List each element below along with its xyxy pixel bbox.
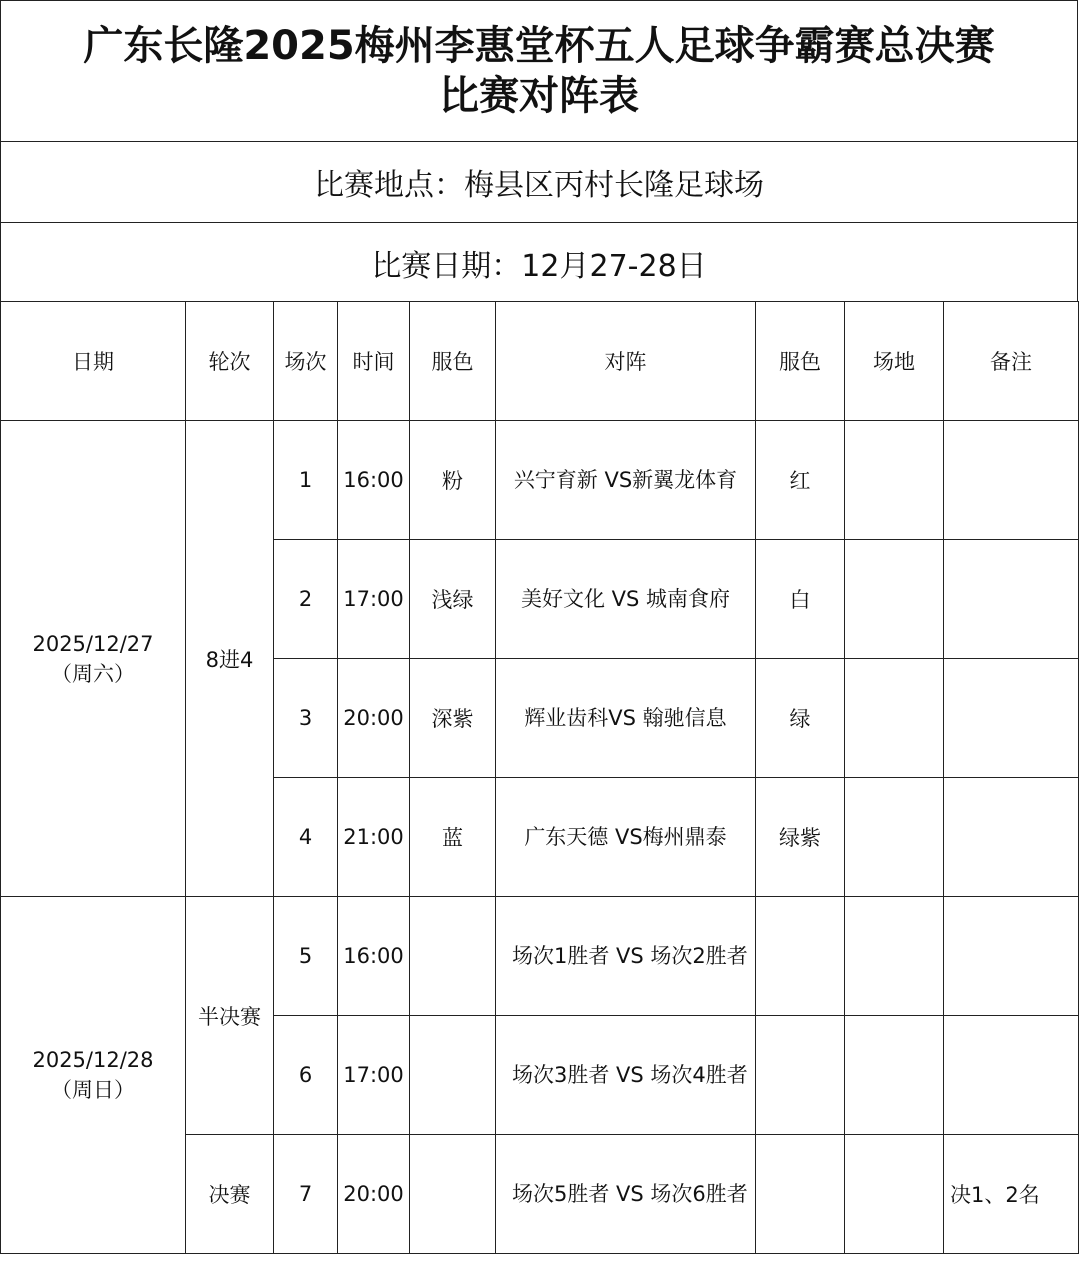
- header-color-a: 服色: [410, 302, 496, 421]
- match-time: 16:00: [338, 421, 410, 540]
- day-weekday: （周六）: [51, 661, 135, 686]
- jersey-color-b: 绿: [756, 659, 845, 778]
- jersey-color-a: [410, 897, 496, 1016]
- jersey-color-a: 蓝: [410, 778, 496, 897]
- field-cell: [845, 421, 944, 540]
- note-cell: [944, 659, 1079, 778]
- note-cell: [944, 540, 1079, 659]
- schedule-table: [0, 301, 1079, 1254]
- jersey-color-a: [410, 1135, 496, 1254]
- match-no: 2: [274, 540, 338, 659]
- field-cell: [845, 778, 944, 897]
- matchup: 辉业齿科VS 翰驰信息: [496, 659, 756, 778]
- date-line: 比赛日期：12月27-28日: [0, 222, 1078, 302]
- round-cell: 决赛: [186, 1135, 274, 1254]
- jersey-color-a: 深紫: [410, 659, 496, 778]
- matchup: 兴宁育新 VS新翼龙体育: [496, 421, 756, 540]
- field-cell: [845, 897, 944, 1016]
- note-cell: [944, 897, 1079, 1016]
- matchup: 美好文化 VS 城南食府: [496, 540, 756, 659]
- header-note: 备注: [944, 302, 1079, 421]
- note-cell: [944, 421, 1079, 540]
- jersey-color-b: [756, 1016, 845, 1135]
- match-time: 20:00: [338, 659, 410, 778]
- page-title: 广东长隆2025梅州李惠堂杯五人足球争霸赛总决赛: [83, 23, 995, 69]
- round-cell: 半决赛: [186, 897, 274, 1135]
- note-cell: [944, 778, 1079, 897]
- matchup: 场次1胜者 VS 场次2胜者: [496, 897, 756, 1016]
- header-matchup: 对阵: [496, 302, 756, 421]
- matchup: 场次5胜者 VS 场次6胜者: [496, 1135, 756, 1254]
- match-no: 7: [274, 1135, 338, 1254]
- match-no: 6: [274, 1016, 338, 1135]
- table-row: [1, 421, 1079, 540]
- jersey-color-b: [756, 897, 845, 1016]
- venue-line: 比赛地点：梅县区丙村长隆足球场: [0, 141, 1078, 222]
- field-cell: [845, 540, 944, 659]
- table-row: [1, 897, 1079, 1016]
- jersey-color-a: [410, 1016, 496, 1135]
- note-cell: [944, 1016, 1079, 1135]
- day-date: 2025/12/28: [32, 1048, 154, 1072]
- note-cell: 决1、2名: [944, 1135, 1079, 1254]
- match-no: 5: [274, 897, 338, 1016]
- header-round: 轮次: [186, 302, 274, 421]
- matchup: 广东天德 VS梅州鼎泰: [496, 778, 756, 897]
- match-time: 21:00: [338, 778, 410, 897]
- header-date: 日期: [1, 302, 186, 421]
- field-cell: [845, 1135, 944, 1254]
- day-weekday: （周日）: [51, 1078, 135, 1102]
- jersey-color-b: 红: [756, 421, 845, 540]
- header-time: 时间: [338, 302, 410, 421]
- match-no: 3: [274, 659, 338, 778]
- match-time: 17:00: [338, 1016, 410, 1135]
- round-cell: 8进4: [186, 421, 274, 897]
- jersey-color-a: 浅绿: [410, 540, 496, 659]
- match-time: 20:00: [338, 1135, 410, 1254]
- jersey-color-b: 白: [756, 540, 845, 659]
- title-block: [0, 0, 1078, 141]
- jersey-color-b: [756, 1135, 845, 1254]
- page-subtitle: 比赛对阵表: [439, 73, 639, 119]
- day-cell: [1, 421, 186, 897]
- match-no: 1: [274, 421, 338, 540]
- table-header-row: [1, 302, 1079, 421]
- match-no: 4: [274, 778, 338, 897]
- day-date: 2025/12/27: [32, 631, 154, 656]
- matchup: 场次3胜者 VS 场次4胜者: [496, 1016, 756, 1135]
- field-cell: [845, 1016, 944, 1135]
- header-match-no: 场次: [274, 302, 338, 421]
- jersey-color-b: 绿紫: [756, 778, 845, 897]
- match-time: 16:00: [338, 897, 410, 1016]
- day-cell: [1, 897, 186, 1254]
- header-field: 场地: [845, 302, 944, 421]
- header-color-b: 服色: [756, 302, 845, 421]
- jersey-color-a: 粉: [410, 421, 496, 540]
- match-time: 17:00: [338, 540, 410, 659]
- field-cell: [845, 659, 944, 778]
